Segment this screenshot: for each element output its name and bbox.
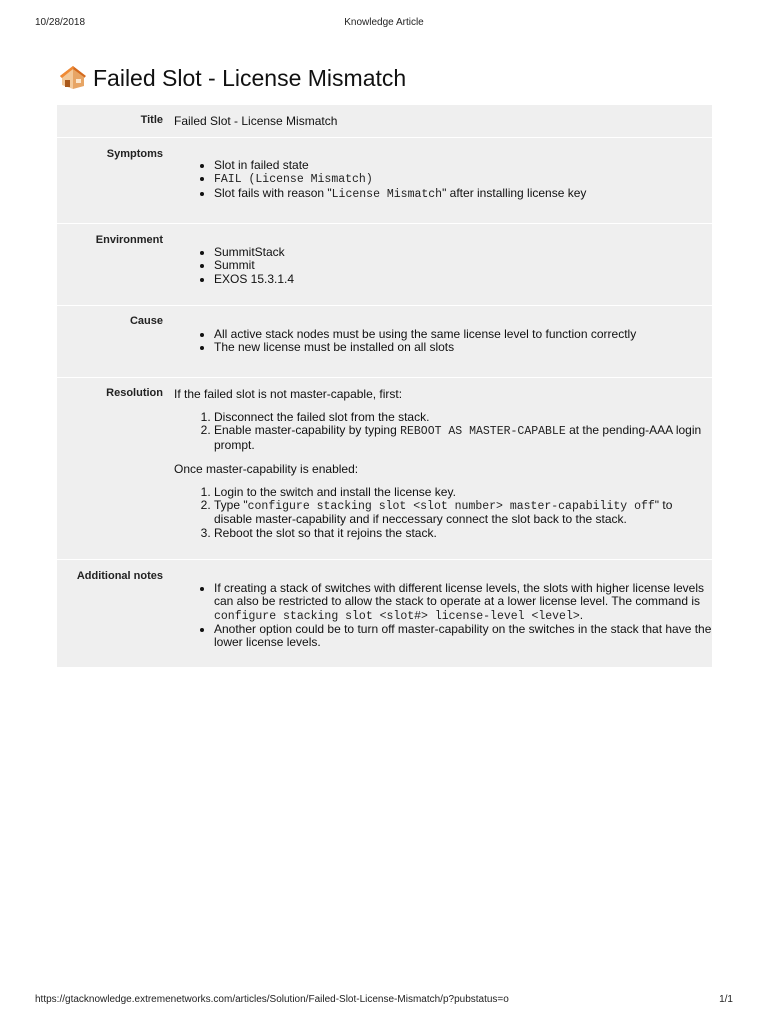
article-title: Failed Slot - License Mismatch xyxy=(93,64,407,91)
list-item: • Slot in failed state xyxy=(214,159,712,172)
cause-label: Cause xyxy=(129,315,163,327)
title-row xyxy=(57,105,712,138)
list-item-text: If creating a stack of switches with different license levels, the slots with higher license levels can also be restricted to allow the stack to operate at a lower license level. The command is xyxy=(214,581,705,609)
resolution-label: Resolution xyxy=(106,387,163,399)
notes-row xyxy=(57,560,712,667)
list-item xyxy=(214,187,712,201)
list-item: • The new license must be installed on all slots xyxy=(214,341,712,354)
list-item-text: Slot fails with reason " xyxy=(214,185,332,200)
notes-content xyxy=(163,560,712,667)
notes-list xyxy=(174,582,712,649)
list-item: • Summit xyxy=(214,259,712,272)
list-item xyxy=(214,172,712,186)
list-item xyxy=(214,499,712,527)
article-heading xyxy=(57,60,406,96)
resolution-row xyxy=(57,378,712,560)
title-label: Title xyxy=(140,114,163,126)
environment-content xyxy=(163,224,712,305)
environment-label: Environment xyxy=(95,234,163,246)
code-text: configure stacking slot <slot#> license-level <level> xyxy=(214,609,580,623)
code-text: configure stacking slot <slot number> master-capability off xyxy=(247,500,655,514)
list-item-text: Enable master-capability by typing xyxy=(214,423,401,438)
resolution-content xyxy=(163,378,712,559)
list-item-text: . xyxy=(579,607,584,622)
list-item: 1. Disconnect the failed slot from the stack. xyxy=(214,411,712,424)
notes-label: Additional notes xyxy=(76,570,163,582)
list-item: • Another option could be to turn off master-capability on the switches in the stack that have the lower license levels. xyxy=(214,623,712,650)
code-text: License Mismatch xyxy=(331,187,443,201)
list-item-text: " after installing license key xyxy=(442,185,587,200)
symptoms-row xyxy=(57,138,712,224)
resolution-steps-second xyxy=(174,486,712,540)
cause-list xyxy=(174,328,712,355)
list-item: 1. Login to the switch and install the license key. xyxy=(214,486,712,499)
list-item: 3. Reboot the slot so that it rejoins the stack. xyxy=(214,527,712,540)
list-item: • All active stack nodes must be using the same license level to function correctly xyxy=(214,328,712,341)
resolution-intro: If the failed slot is not master-capable, first: xyxy=(174,387,403,401)
title-value: Failed Slot - License Mismatch xyxy=(174,114,338,128)
code-text: FAIL (License Mismatch) xyxy=(214,173,373,187)
article-table xyxy=(57,105,712,667)
print-title: Knowledge Article xyxy=(344,17,424,28)
print-date: 10/28/2018 xyxy=(35,17,86,28)
list-item xyxy=(214,424,712,452)
list-item: • SummitStack xyxy=(214,246,712,259)
list-item-text: " to disable master-capability and if neccessary connect the slot back to the stack. xyxy=(214,498,673,527)
environment-row xyxy=(57,224,712,306)
page-url: https://gtacknowledge.extremenetworks.com/articles/Solution/Failed-Slot-License-Mismatch/p?pubstatus=o xyxy=(35,994,509,1005)
symptoms-list xyxy=(174,159,712,201)
cause-content xyxy=(163,306,712,377)
list-item-text: Type " xyxy=(214,498,248,513)
page-number: 1/1 xyxy=(719,994,733,1005)
list-item: • EXOS 15.3.1.4 xyxy=(214,273,712,286)
print-header xyxy=(0,17,768,31)
code-text: REBOOT AS MASTER-CAPABLE xyxy=(400,425,566,439)
house-icon xyxy=(57,62,89,94)
symptoms-content xyxy=(163,138,712,223)
print-footer xyxy=(0,994,768,1008)
list-item xyxy=(214,582,712,623)
resolution-steps-first xyxy=(174,411,712,452)
list-item-text: at the pending-AAA login prompt. xyxy=(214,423,702,452)
cause-row xyxy=(57,306,712,378)
environment-list xyxy=(174,246,712,286)
resolution-middle: Once master-capability is enabled: xyxy=(174,461,359,476)
symptoms-label: Symptoms xyxy=(106,148,163,160)
